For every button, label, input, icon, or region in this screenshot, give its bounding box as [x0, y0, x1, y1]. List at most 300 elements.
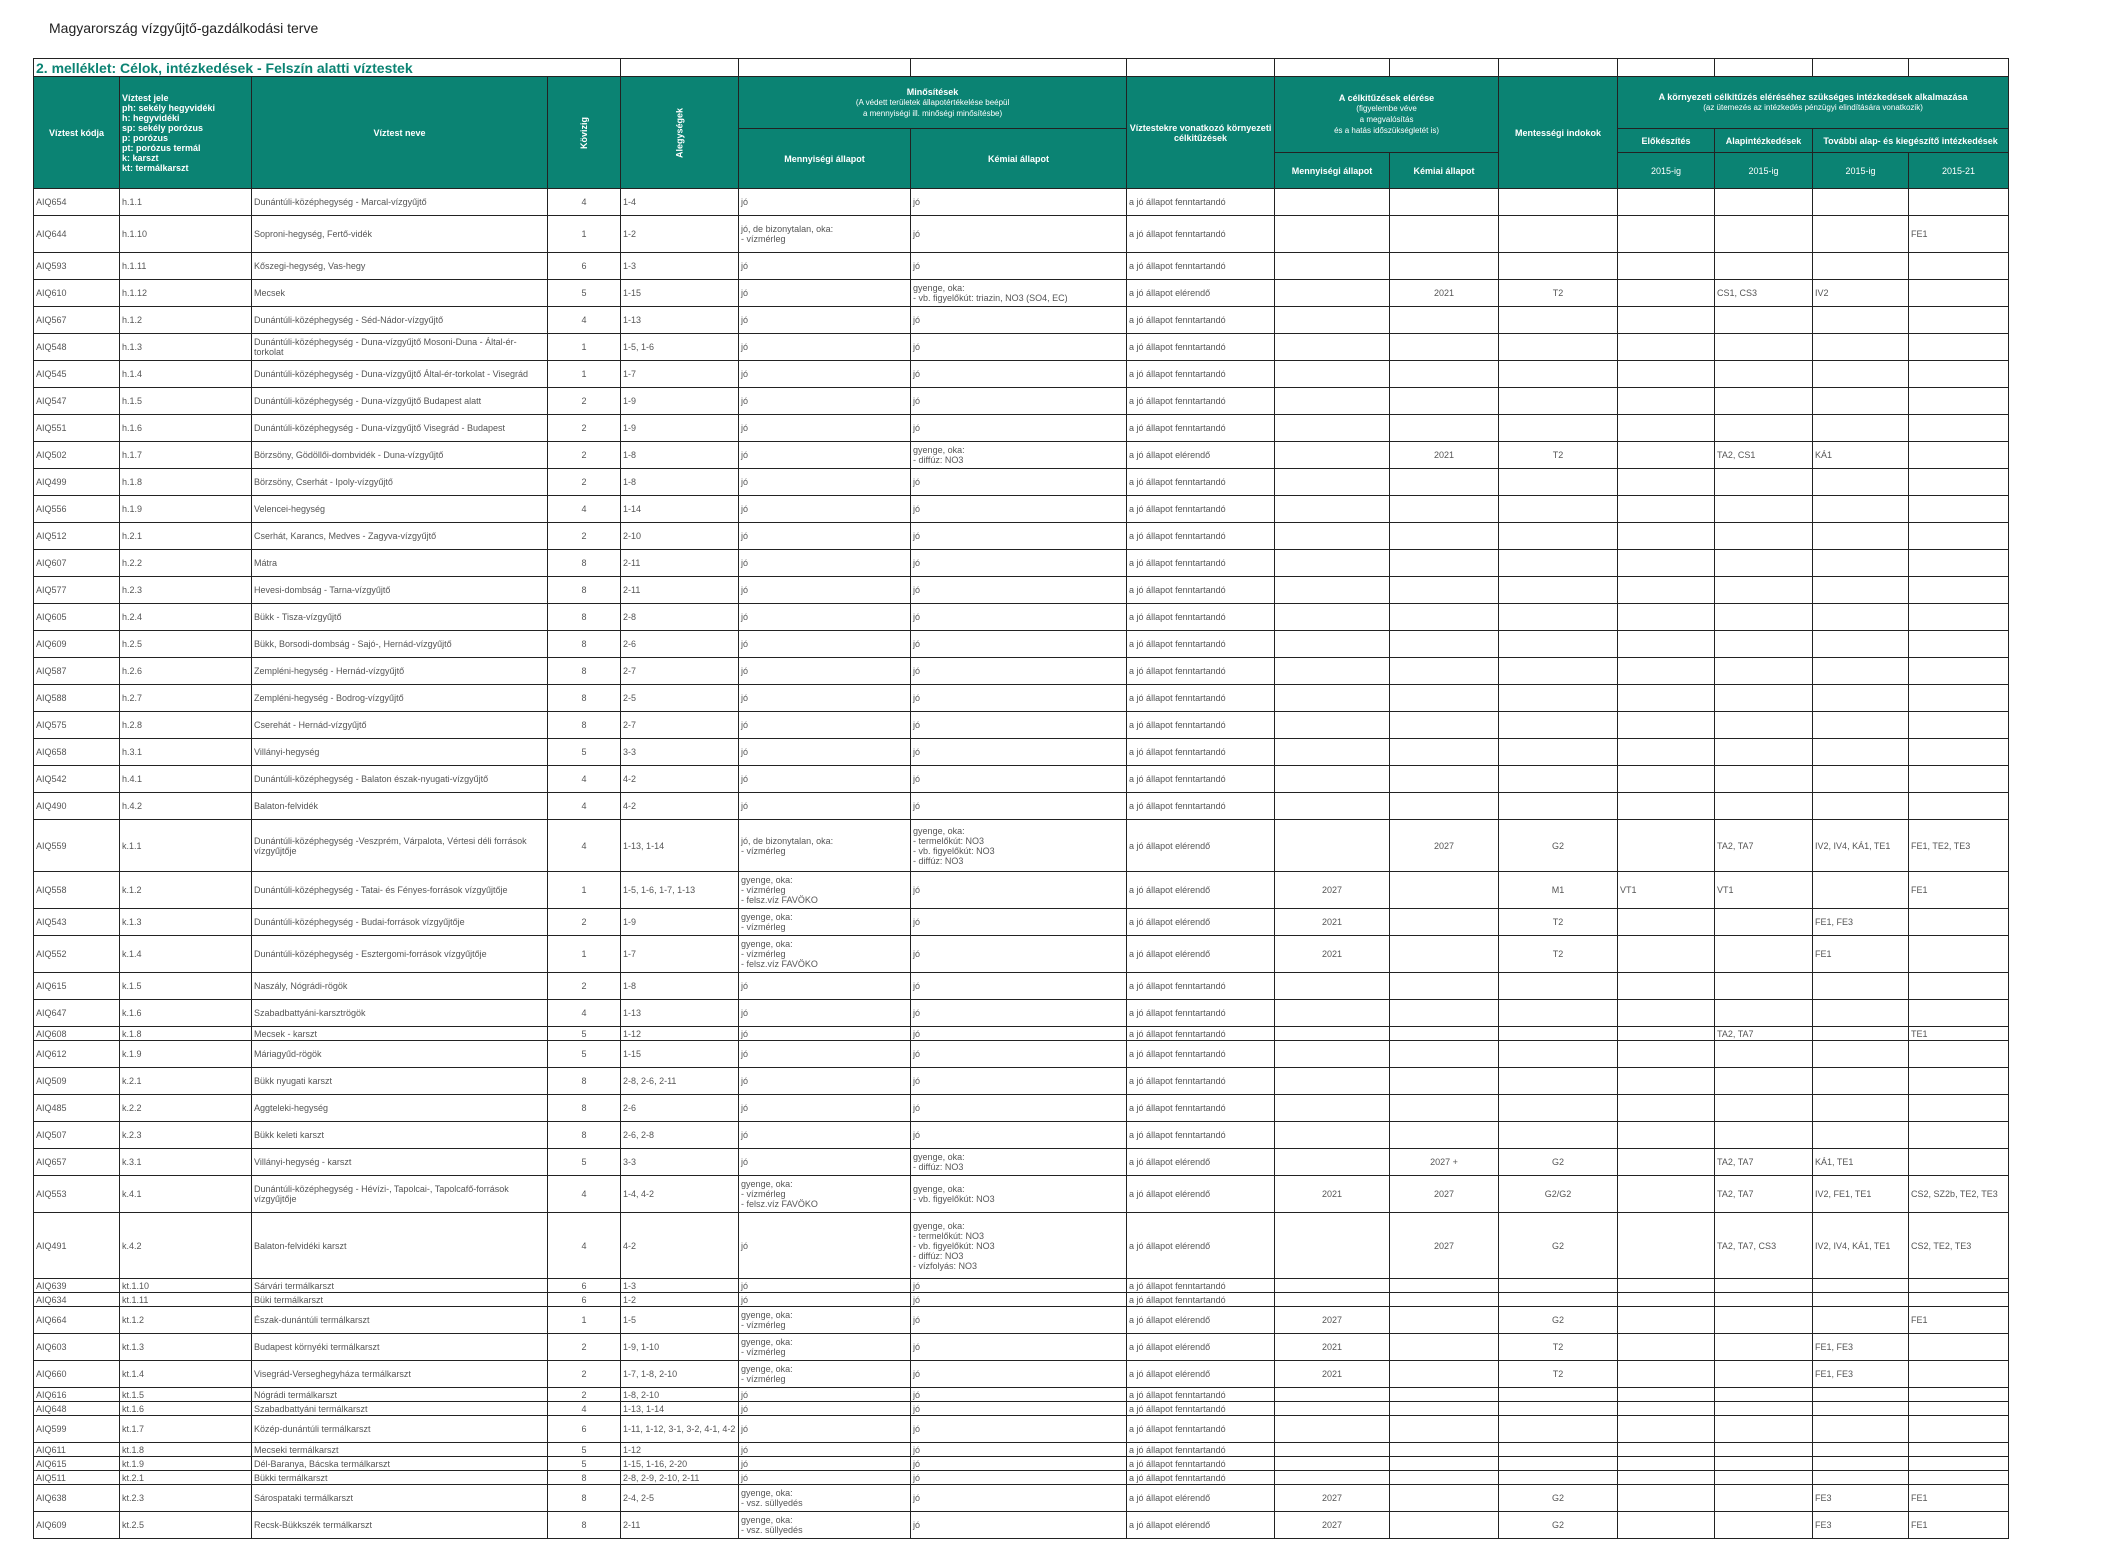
cell-kovizig: 4	[548, 307, 621, 334]
cell-objective: a jó állapot elérendő	[1127, 1512, 1275, 1539]
cell-exemption	[1499, 523, 1618, 550]
cell-achievement-quantity	[1275, 1293, 1390, 1307]
cell-objective: a jó állapot elérendő	[1127, 442, 1275, 469]
cell-exemption	[1499, 793, 1618, 820]
cell-kovizig: 2	[548, 1361, 621, 1388]
table-row	[34, 442, 2009, 469]
cell-chemical-status: jó	[911, 1512, 1127, 1539]
cell-symbol: kt.1.5	[120, 1388, 252, 1402]
cell-kovizig: 8	[548, 631, 621, 658]
cell-achievement-chemical	[1390, 1122, 1499, 1149]
cell-quantity-status: jó	[739, 550, 911, 577]
cell-symbol: h.2.6	[120, 658, 252, 685]
cell-objective: a jó állapot elérendő	[1127, 1149, 1275, 1176]
cell-kovizig: 5	[548, 739, 621, 766]
cell-symbol: h.1.3	[120, 334, 252, 361]
cell-preparation	[1618, 936, 1715, 973]
cell-achievement-chemical	[1390, 1334, 1499, 1361]
cell-preparation	[1618, 793, 1715, 820]
cell-basic-measures	[1715, 1361, 1813, 1388]
cell-preparation	[1618, 523, 1715, 550]
cell-further-measures: FE1, FE3	[1813, 1361, 1909, 1388]
cell-achievement-chemical	[1390, 361, 1499, 388]
cell-achievement-chemical	[1390, 523, 1499, 550]
cell-subunits: 2-6	[621, 1095, 739, 1122]
cell-code: AIQ657	[34, 1149, 120, 1176]
cell-achievement-chemical	[1390, 334, 1499, 361]
cell-kovizig: 4	[548, 766, 621, 793]
cell-measures-2015-21	[1909, 253, 2009, 280]
cell-basic-measures	[1715, 388, 1813, 415]
cell-code: AIQ551	[34, 415, 120, 442]
cell-quantity-status: gyenge, oka: - vízmérleg - felsz.víz FAVÖKO	[739, 936, 911, 973]
cell-symbol: h.1.7	[120, 442, 252, 469]
cell-further-measures	[1813, 388, 1909, 415]
cell-preparation	[1618, 1457, 1715, 1471]
cell-quantity-status: jó	[739, 1457, 911, 1471]
table-row	[34, 1293, 2009, 1307]
cell-quantity-status: jó	[739, 307, 911, 334]
header-year-further: 2015-ig	[1813, 153, 1909, 189]
cell-objective: a jó állapot fenntartandó	[1127, 216, 1275, 253]
cell-chemical-status: jó	[911, 1095, 1127, 1122]
cell-achievement-quantity	[1275, 1149, 1390, 1176]
cell-quantity-status: jó	[739, 658, 911, 685]
cell-symbol: k.1.5	[120, 973, 252, 1000]
table-row	[34, 631, 2009, 658]
cell-kovizig: 6	[548, 1416, 621, 1443]
cell-chemical-status: jó	[911, 793, 1127, 820]
cell-subunits: 2-11	[621, 1512, 739, 1539]
cell-measures-2015-21	[1909, 388, 2009, 415]
cell-achievement-quantity: 2027	[1275, 1307, 1390, 1334]
cell-objective: a jó állapot fenntartandó	[1127, 334, 1275, 361]
cell-chemical-status: jó	[911, 253, 1127, 280]
cell-symbol: kt.1.6	[120, 1402, 252, 1416]
cell-symbol: h.1.12	[120, 280, 252, 307]
cell-achievement-quantity	[1275, 1027, 1390, 1041]
cell-symbol: kt.1.7	[120, 1416, 252, 1443]
cell-achievement-chemical	[1390, 189, 1499, 216]
cell-quantity-status: jó	[739, 388, 911, 415]
cell-symbol: h.4.2	[120, 793, 252, 820]
cell-quantity-status: jó	[739, 766, 911, 793]
cell-code: AIQ543	[34, 909, 120, 936]
cell-preparation	[1618, 909, 1715, 936]
cell-further-measures	[1813, 631, 1909, 658]
table-row	[34, 1512, 2009, 1539]
cell-code: AIQ660	[34, 1361, 120, 1388]
cell-measures-2015-21	[1909, 1279, 2009, 1293]
cell-subunits: 1-9	[621, 415, 739, 442]
cell-measures-2015-21	[1909, 1095, 2009, 1122]
cell-chemical-status: jó	[911, 334, 1127, 361]
cell-kovizig: 1	[548, 936, 621, 973]
cell-chemical-status: jó	[911, 1068, 1127, 1095]
cell-achievement-chemical: 2027 +	[1390, 1149, 1499, 1176]
cell-further-measures	[1813, 253, 1909, 280]
cell-achievement-chemical	[1390, 1485, 1499, 1512]
header-ratings-sub: (A védett területek állapotértékelése beépül a mennyiségi ill. minőségi minősítésbe)	[855, 97, 1010, 118]
cell-code: AIQ511	[34, 1471, 120, 1485]
cell-name: Hevesi-dombság - Tarna-vízgyűjtő	[252, 577, 548, 604]
cell-achievement-quantity	[1275, 1068, 1390, 1095]
cell-achievement-chemical	[1390, 1443, 1499, 1457]
cell-kovizig: 2	[548, 1388, 621, 1402]
cell-subunits: 1-7	[621, 361, 739, 388]
cell-achievement-quantity	[1275, 658, 1390, 685]
cell-further-measures	[1813, 658, 1909, 685]
cell-kovizig: 1	[548, 334, 621, 361]
cell-kovizig: 8	[548, 1068, 621, 1095]
cell-name: Dunántúli-középhegység - Balaton észak-nyugati-vízgyűjtő	[252, 766, 548, 793]
cell-name: Dunántúli-középhegység - Budai-források vízgyűjtője	[252, 909, 548, 936]
header-name: Víztest neve	[252, 77, 548, 189]
cell-code: AIQ608	[34, 1027, 120, 1041]
cell-basic-measures	[1715, 523, 1813, 550]
cell-achievement-chemical: 2027	[1390, 1176, 1499, 1213]
cell-objective: a jó állapot fenntartandó	[1127, 1388, 1275, 1402]
cell-achievement-quantity	[1275, 189, 1390, 216]
cell-objective: a jó állapot fenntartandó	[1127, 1471, 1275, 1485]
cell-quantity-status: jó	[739, 1293, 911, 1307]
cell-code: AIQ644	[34, 216, 120, 253]
cell-exemption	[1499, 712, 1618, 739]
table-row	[34, 388, 2009, 415]
header-achievement-quantity: Mennyiségi állapot	[1275, 153, 1390, 189]
cell-chemical-status: jó	[911, 1416, 1127, 1443]
cell-subunits: 1-13	[621, 307, 739, 334]
table-row	[34, 793, 2009, 820]
cell-achievement-chemical	[1390, 685, 1499, 712]
cell-chemical-status: jó	[911, 1122, 1127, 1149]
cell-basic-measures	[1715, 712, 1813, 739]
cell-achievement-quantity	[1275, 1213, 1390, 1279]
cell-chemical-status: jó	[911, 631, 1127, 658]
cell-measures-2015-21	[1909, 631, 2009, 658]
cell-exemption: G2	[1499, 1213, 1618, 1279]
cell-chemical-status: jó	[911, 1307, 1127, 1334]
cell-achievement-chemical	[1390, 1068, 1499, 1095]
cell-symbol: k.4.2	[120, 1213, 252, 1279]
table-row	[34, 550, 2009, 577]
cell-code: AIQ610	[34, 280, 120, 307]
cell-preparation	[1618, 415, 1715, 442]
cell-kovizig: 1	[548, 872, 621, 909]
header-further-measures: További alap- és kiegészítő intézkedések	[1813, 129, 2009, 153]
cell-code: AIQ593	[34, 253, 120, 280]
cell-kovizig: 1	[548, 361, 621, 388]
cell-further-measures	[1813, 793, 1909, 820]
cell-chemical-status: gyenge, oka: - termelőkút: NO3 - vb. figyelőkút: NO3 - diffúz: NO3	[911, 820, 1127, 872]
cell-quantity-status: jó	[739, 739, 911, 766]
cell-measures-2015-21	[1909, 973, 2009, 1000]
cell-further-measures	[1813, 973, 1909, 1000]
cell-symbol: h.1.6	[120, 415, 252, 442]
cell-kovizig: 8	[548, 1122, 621, 1149]
table-row	[34, 1416, 2009, 1443]
cell-objective: a jó állapot fenntartandó	[1127, 658, 1275, 685]
cell-further-measures	[1813, 550, 1909, 577]
cell-objective: a jó állapot elérendő	[1127, 1176, 1275, 1213]
cell-symbol: k.1.1	[120, 820, 252, 872]
cell-further-measures	[1813, 872, 1909, 909]
cell-symbol: k.2.2	[120, 1095, 252, 1122]
cell-objective: a jó állapot elérendő	[1127, 909, 1275, 936]
table-row	[34, 739, 2009, 766]
cell-exemption	[1499, 469, 1618, 496]
cell-quantity-status: jó	[739, 577, 911, 604]
cell-code: AIQ553	[34, 1176, 120, 1213]
cell-achievement-chemical	[1390, 909, 1499, 936]
header-year-2015-21: 2015-21	[1909, 153, 2009, 189]
cell-quantity-status: jó	[739, 604, 911, 631]
cell-name: Bükk - Tisza-vízgyűjtő	[252, 604, 548, 631]
cell-kovizig: 8	[548, 604, 621, 631]
cell-measures-2015-21	[1909, 469, 2009, 496]
cell-measures-2015-21	[1909, 577, 2009, 604]
cell-achievement-quantity	[1275, 307, 1390, 334]
cell-quantity-status: jó	[739, 469, 911, 496]
cell-name: Visegrád-Verseghegyháza termálkarszt	[252, 1361, 548, 1388]
cell-further-measures	[1813, 1027, 1909, 1041]
cell-further-measures	[1813, 1388, 1909, 1402]
cell-exemption	[1499, 361, 1618, 388]
cell-name: Mecsek - karszt	[252, 1027, 548, 1041]
table-row	[34, 216, 2009, 253]
cell-name: Zempléni-hegység - Bodrog-vízgyűjtő	[252, 685, 548, 712]
cell-code: AIQ634	[34, 1293, 120, 1307]
cell-code: AIQ491	[34, 1213, 120, 1279]
cell-basic-measures	[1715, 496, 1813, 523]
cell-code: AIQ545	[34, 361, 120, 388]
table-row	[34, 469, 2009, 496]
table-row	[34, 415, 2009, 442]
cell-achievement-quantity	[1275, 469, 1390, 496]
header-objectives: Víztestekre vonatkozó környezeti célkitűzések	[1127, 77, 1275, 189]
cell-subunits: 1-8	[621, 442, 739, 469]
cell-basic-measures	[1715, 216, 1813, 253]
cell-basic-measures	[1715, 793, 1813, 820]
cell-name: Bükk nyugati karszt	[252, 1068, 548, 1095]
cell-name: Sárospataki termálkarszt	[252, 1485, 548, 1512]
cell-subunits: 1-4	[621, 189, 739, 216]
cell-objective: a jó állapot elérendő	[1127, 1361, 1275, 1388]
cell-subunits: 2-7	[621, 712, 739, 739]
cell-measures-2015-21	[1909, 909, 2009, 936]
cell-preparation	[1618, 253, 1715, 280]
cell-name: Dunántúli-középhegység - Marcal-vízgyűjtő	[252, 189, 548, 216]
cell-quantity-status: jó	[739, 973, 911, 1000]
cell-achievement-chemical	[1390, 216, 1499, 253]
cell-achievement-chemical	[1390, 1361, 1499, 1388]
cell-further-measures	[1813, 1068, 1909, 1095]
cell-subunits: 1-2	[621, 216, 739, 253]
cell-further-measures	[1813, 1307, 1909, 1334]
cell-subunits: 1-9	[621, 909, 739, 936]
cell-subunits: 4-2	[621, 793, 739, 820]
cell-subunits: 2-7	[621, 658, 739, 685]
cell-symbol: h.3.1	[120, 739, 252, 766]
cell-quantity-status: jó	[739, 631, 911, 658]
table-row	[34, 307, 2009, 334]
header-exemption: Mentességi indokok	[1499, 77, 1618, 189]
cell-achievement-quantity: 2021	[1275, 1361, 1390, 1388]
cell-symbol: h.1.11	[120, 253, 252, 280]
cell-quantity-status: jó, de bizonytalan, oka: - vízmérleg	[739, 820, 911, 872]
cell-symbol: kt.1.2	[120, 1307, 252, 1334]
cell-chemical-status: jó	[911, 1334, 1127, 1361]
cell-preparation: VT1	[1618, 872, 1715, 909]
cell-objective: a jó állapot elérendő	[1127, 1334, 1275, 1361]
cell-measures-2015-21	[1909, 1388, 2009, 1402]
cell-achievement-chemical	[1390, 307, 1499, 334]
cell-objective: a jó állapot elérendő	[1127, 820, 1275, 872]
cell-measures-2015-21	[1909, 793, 2009, 820]
cell-achievement-quantity	[1275, 631, 1390, 658]
cell-further-measures	[1813, 1471, 1909, 1485]
cell-measures-2015-21	[1909, 739, 2009, 766]
cell-objective: a jó állapot fenntartandó	[1127, 1457, 1275, 1471]
cell-basic-measures	[1715, 1334, 1813, 1361]
cell-achievement-chemical	[1390, 496, 1499, 523]
cell-achievement-chemical	[1390, 1293, 1499, 1307]
cell-objective: a jó állapot fenntartandó	[1127, 1000, 1275, 1027]
table-row	[34, 1149, 2009, 1176]
cell-subunits: 2-6	[621, 631, 739, 658]
cell-preparation	[1618, 1512, 1715, 1539]
cell-basic-measures: CS1, CS3	[1715, 280, 1813, 307]
cell-objective: a jó állapot fenntartandó	[1127, 793, 1275, 820]
cell-quantity-status: jó	[739, 685, 911, 712]
cell-code: AIQ542	[34, 766, 120, 793]
cell-chemical-status: gyenge, oka: - termelőkút: NO3 - vb. figyelőkút: NO3 - diffúz: NO3 - vízfolyás: NO3	[911, 1213, 1127, 1279]
cell-preparation	[1618, 216, 1715, 253]
cell-code: AIQ648	[34, 1402, 120, 1416]
cell-kovizig: 8	[548, 1095, 621, 1122]
cell-name: Mátra	[252, 550, 548, 577]
cell-kovizig: 2	[548, 388, 621, 415]
table-row	[34, 685, 2009, 712]
cell-further-measures: FE1, FE3	[1813, 909, 1909, 936]
cell-achievement-chemical	[1390, 1471, 1499, 1485]
header-measures-title: A környezeti célkitűzés eléréséhez szükséges intézkedések alkalmazása	[1658, 92, 1968, 102]
cell-symbol: h.2.2	[120, 550, 252, 577]
cell-achievement-chemical: 2027	[1390, 820, 1499, 872]
table-row	[34, 1485, 2009, 1512]
cell-achievement-chemical	[1390, 577, 1499, 604]
annex-table-container	[33, 58, 2008, 1539]
cell-achievement-quantity	[1275, 1457, 1390, 1471]
cell-further-measures	[1813, 604, 1909, 631]
cell-objective: a jó állapot fenntartandó	[1127, 1416, 1275, 1443]
cell-symbol: kt.1.8	[120, 1443, 252, 1457]
cell-achievement-quantity	[1275, 604, 1390, 631]
cell-subunits: 1-9	[621, 388, 739, 415]
cell-kovizig: 5	[548, 1149, 621, 1176]
cell-chemical-status: jó	[911, 1361, 1127, 1388]
cell-preparation	[1618, 685, 1715, 712]
cell-name: Recsk-Bükkszék termálkarszt	[252, 1512, 548, 1539]
cell-exemption: M1	[1499, 872, 1618, 909]
cell-kovizig: 6	[548, 1293, 621, 1307]
cell-quantity-status: gyenge, oka: - vízmérleg	[739, 909, 911, 936]
cell-exemption	[1499, 307, 1618, 334]
cell-measures-2015-21	[1909, 307, 2009, 334]
cell-basic-measures	[1715, 469, 1813, 496]
cell-quantity-status: jó	[739, 442, 911, 469]
cell-name: Cserhát, Karancs, Medves - Zagyva-vízgyűjtő	[252, 523, 548, 550]
cell-exemption	[1499, 604, 1618, 631]
cell-measures-2015-21	[1909, 1068, 2009, 1095]
cell-achievement-quantity: 2027	[1275, 1485, 1390, 1512]
cell-basic-measures: TA2, TA7, CS3	[1715, 1213, 1813, 1279]
cell-exemption: T2	[1499, 280, 1618, 307]
cell-symbol: k.3.1	[120, 1149, 252, 1176]
table-row	[34, 1095, 2009, 1122]
cell-achievement-chemical	[1390, 469, 1499, 496]
cell-subunits: 1-9, 1-10	[621, 1334, 739, 1361]
cell-preparation	[1618, 1361, 1715, 1388]
cell-subunits: 1-15	[621, 280, 739, 307]
table-title: 2. melléklet: Célok, intézkedések - Felszín alatti víztestek	[34, 59, 621, 77]
cell-basic-measures	[1715, 1293, 1813, 1307]
cell-quantity-status: jó	[739, 1443, 911, 1457]
cell-further-measures	[1813, 334, 1909, 361]
cell-basic-measures	[1715, 1041, 1813, 1068]
cell-further-measures	[1813, 307, 1909, 334]
cell-preparation	[1618, 1334, 1715, 1361]
cell-symbol: h.1.1	[120, 189, 252, 216]
cell-preparation	[1618, 1095, 1715, 1122]
cell-kovizig: 8	[548, 1512, 621, 1539]
cell-quantity-status: jó	[739, 1279, 911, 1293]
cell-kovizig: 4	[548, 820, 621, 872]
cell-exemption	[1499, 550, 1618, 577]
cell-quantity-status: jó	[739, 1471, 911, 1485]
cell-chemical-status: jó	[911, 1000, 1127, 1027]
cell-achievement-quantity	[1275, 280, 1390, 307]
cell-symbol: k.1.9	[120, 1041, 252, 1068]
cell-achievement-quantity	[1275, 1402, 1390, 1416]
header-measures-sub: (az ütemezés az intézkedés pénzügyi elindítására vonatkozik)	[1703, 103, 1923, 112]
table-row	[34, 766, 2009, 793]
cell-objective: a jó állapot fenntartandó	[1127, 1027, 1275, 1041]
table-row	[34, 1041, 2009, 1068]
cell-measures-2015-21	[1909, 415, 2009, 442]
cell-objective: a jó állapot elérendő	[1127, 280, 1275, 307]
cell-code: AIQ567	[34, 307, 120, 334]
cell-kovizig: 2	[548, 415, 621, 442]
cell-basic-measures	[1715, 577, 1813, 604]
cell-name: Villányi-hegység - karszt	[252, 1149, 548, 1176]
cell-measures-2015-21	[1909, 1122, 2009, 1149]
cell-symbol: kt.1.3	[120, 1334, 252, 1361]
cell-measures-2015-21	[1909, 1041, 2009, 1068]
cell-basic-measures	[1715, 307, 1813, 334]
cell-subunits: 1-8	[621, 469, 739, 496]
cell-exemption	[1499, 1000, 1618, 1027]
cell-chemical-status: jó	[911, 739, 1127, 766]
table-row	[34, 973, 2009, 1000]
header-subunits-text: Alegységek	[674, 107, 685, 158]
cell-code: AIQ612	[34, 1041, 120, 1068]
cell-kovizig: 8	[548, 1471, 621, 1485]
cell-subunits: 1-4, 4-2	[621, 1176, 739, 1213]
cell-chemical-status: gyenge, oka: - vb. figyelőkút: NO3	[911, 1176, 1127, 1213]
table-row	[34, 1334, 2009, 1361]
cell-achievement-chemical	[1390, 631, 1499, 658]
